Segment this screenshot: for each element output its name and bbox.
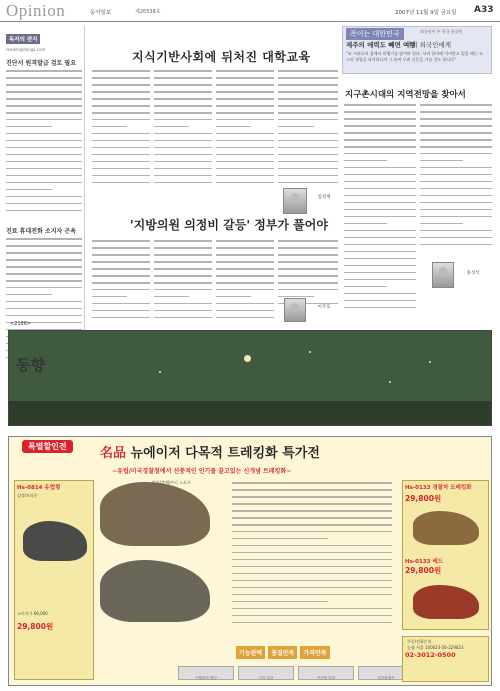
badge-quality: 품질만족: [268, 646, 297, 659]
text-line: [92, 289, 150, 291]
text-line: [216, 254, 274, 256]
text-line: [420, 111, 492, 113]
text-line: [92, 70, 150, 72]
text-line: [154, 105, 212, 107]
text-line: [216, 303, 274, 305]
text-line: [232, 482, 392, 484]
text-line: [232, 587, 392, 589]
text-line: [278, 154, 338, 156]
text-line: [154, 84, 212, 86]
text-line: [154, 254, 212, 256]
text-line: [154, 126, 189, 128]
text-line: [6, 315, 82, 317]
text-line: [6, 140, 82, 142]
text-line: [92, 119, 150, 121]
shoe-image: [413, 511, 479, 545]
text-line: [420, 132, 492, 134]
text-line: [154, 119, 212, 121]
text-line: [344, 125, 416, 127]
text-line: [420, 195, 492, 197]
text-line: [278, 84, 338, 86]
text-line: [6, 280, 82, 282]
cartoon-title: 동향: [16, 356, 45, 374]
text-line: [216, 261, 274, 263]
text-line: [232, 580, 392, 582]
text-line: [92, 261, 150, 263]
text-line: [92, 275, 150, 277]
text-line: [344, 307, 416, 309]
author-name-3: 홍성석: [466, 271, 480, 276]
text-line: [420, 230, 492, 232]
right-model-2: Hs-0133 레드: [405, 559, 444, 565]
text-line: [6, 98, 82, 100]
text-line: [216, 275, 274, 277]
text-line: [278, 168, 338, 170]
ad-badges: [236, 646, 330, 659]
text-line: [278, 268, 338, 270]
text-line: [232, 594, 392, 596]
text-line: [344, 111, 416, 113]
text-line: [6, 287, 82, 289]
text-line: [154, 182, 212, 184]
text-line: [344, 104, 416, 106]
text-line: [6, 294, 52, 296]
text-line: [278, 91, 338, 93]
text-line: [278, 254, 338, 256]
text-line: [232, 615, 392, 617]
left-model-name: Hs-0814 유럽형: [17, 485, 61, 491]
author-photo-2: [284, 298, 306, 322]
text-line: [232, 489, 392, 491]
text-line: [6, 161, 82, 163]
text-line: [92, 268, 150, 270]
text-line: [344, 300, 416, 302]
text-line: [92, 282, 150, 284]
text-line: [216, 289, 274, 291]
text-line: [216, 119, 274, 121]
text-line: [6, 259, 82, 261]
text-line: [216, 310, 274, 312]
text-line: [344, 251, 416, 253]
text-line: [344, 153, 416, 155]
badge-function: 기능완벽: [236, 646, 265, 659]
text-line: [420, 237, 492, 239]
text-line: [6, 91, 82, 93]
text-line: [154, 275, 212, 277]
reader-letters-tag: 독자의 편지: [6, 34, 40, 44]
text-line: [216, 247, 274, 249]
text-line: [6, 77, 82, 79]
text-line: [154, 240, 212, 242]
right-price-2: 29,800원: [405, 566, 442, 575]
text-line: [232, 538, 328, 540]
text-line: [278, 275, 338, 277]
text-line: [6, 70, 82, 72]
text-line: [232, 517, 392, 519]
text-line: [344, 202, 416, 204]
ad-left-panel: [14, 480, 94, 680]
badge-price: 가격만족: [300, 646, 329, 659]
text-line: [92, 77, 150, 79]
left-price: 29,800원: [17, 622, 54, 631]
reader-letters-column: [6, 26, 85, 382]
text-line: [216, 296, 251, 298]
article-col-4: [278, 70, 338, 190]
text-line: [344, 286, 387, 288]
text-line: [344, 272, 416, 274]
text-line: [154, 147, 212, 149]
text-line: [216, 126, 251, 128]
text-line: [216, 182, 274, 184]
text-line: [6, 112, 82, 114]
text-line: [154, 303, 212, 305]
text-line: [344, 132, 416, 134]
text-line: [92, 240, 150, 242]
text-line: [92, 247, 150, 249]
text-line: [420, 153, 492, 155]
text-line: [6, 126, 52, 128]
text-line: [278, 175, 338, 177]
letter-title-1: 진단서 원격발급 검토 필요: [6, 60, 77, 67]
text-line: [232, 559, 392, 561]
article-col-3: [216, 70, 274, 190]
feature-lead: "조 서귀포의 집에서 비행기를 탔어야 한다. 서귀 한라에 이어받고 있을 때는 코스의 정월을 낙서하니까 그 유여 무려 신문을 기를 것도 합니다": [346, 51, 483, 62]
page-number: A33: [474, 5, 494, 15]
column-col-1: [344, 104, 416, 314]
ad-title-text: 뉴에이저 다목적 트레킹화 특가전: [126, 446, 320, 461]
text-line: [154, 175, 212, 177]
shoe-image: [413, 585, 479, 619]
text-line: [6, 252, 82, 254]
text-line: [92, 310, 150, 312]
text-line: [420, 216, 492, 218]
text-line: [154, 77, 212, 79]
text-line: [154, 161, 212, 163]
text-line: [216, 317, 274, 319]
text-line: [216, 98, 274, 100]
text-line: [6, 273, 82, 275]
feature-tag: 폭이는 대한민국: [346, 28, 404, 40]
text-line: [6, 147, 82, 149]
text-line: [216, 133, 274, 135]
text-line: [278, 261, 338, 263]
text-line: [420, 146, 492, 148]
text-line: [344, 139, 416, 141]
text-line: [92, 84, 150, 86]
right-model-1: Hs-0133 경찰차 트레킹화: [405, 485, 472, 491]
text-line: [216, 282, 274, 284]
text-line: [216, 105, 274, 107]
text-line: [420, 160, 463, 162]
text-line: [232, 503, 392, 505]
text-line: [420, 188, 492, 190]
text-line: [6, 119, 82, 121]
text-line: [278, 289, 338, 291]
article-col-1: [92, 70, 150, 190]
text-line: [6, 196, 82, 198]
text-line: [216, 77, 274, 79]
issue-number: 제26538호: [135, 9, 161, 15]
ad-color-label: 알마/블랙/카키 스포츠: [152, 480, 191, 485]
text-line: [154, 112, 212, 114]
text-line: [216, 240, 274, 242]
text-line: [92, 126, 127, 128]
text-line: [6, 266, 82, 268]
text-line: [344, 230, 416, 232]
cartoon-ground: [9, 401, 491, 426]
text-line: [232, 531, 392, 533]
text-line: [92, 317, 150, 319]
text-line: [216, 140, 274, 142]
ad-right-panel: [402, 480, 489, 630]
text-line: [278, 247, 338, 249]
text-line: [216, 147, 274, 149]
text-line: [420, 223, 463, 225]
text-line: [216, 91, 274, 93]
cartoon-number: <2186>: [10, 321, 32, 327]
text-line: [278, 126, 314, 128]
feature-question-rest: 여려 외국인에게: [405, 41, 452, 49]
text-line: [232, 601, 328, 603]
text-line: [154, 133, 212, 135]
right-price-1: 29,800원: [405, 494, 442, 503]
text-line: [6, 133, 82, 135]
sub-article-title: '지방의원 의정비 갈등' 정부가 풀어야: [130, 218, 328, 232]
text-line: [278, 240, 338, 242]
text-line: [154, 247, 212, 249]
text-line: [216, 161, 274, 163]
ad-title: [100, 442, 320, 461]
text-line: [344, 181, 416, 183]
ad-special-badge: 특별할인전: [22, 440, 73, 453]
text-line: [344, 237, 416, 239]
text-line: [92, 147, 150, 149]
text-line: [278, 282, 338, 284]
issue-date: 2007년 11월 9일 금요일: [395, 10, 457, 16]
text-line: [154, 154, 212, 156]
article-col-2: [154, 70, 212, 190]
column-title: 지구촌시대의 지역전망을 찾아서: [345, 90, 466, 100]
text-line: [6, 245, 82, 247]
text-line: [420, 181, 492, 183]
text-line: [232, 566, 392, 568]
text-line: [92, 303, 150, 305]
star-icon: [429, 361, 431, 363]
text-line: [232, 510, 392, 512]
text-line: [420, 118, 492, 120]
text-line: [216, 70, 274, 72]
thumb-2: 가죽 마감: [238, 666, 294, 680]
text-line: [344, 258, 416, 260]
cartoon-signature: 황 중 현: [38, 418, 54, 423]
text-line: [344, 195, 416, 197]
order-label: 주문/전화문의: [407, 639, 432, 644]
text-line: [92, 98, 150, 100]
text-line: [154, 317, 212, 319]
text-line: [344, 174, 416, 176]
bank-account: 농협 서울 100023-56-229623: [407, 645, 464, 650]
text-line: [6, 189, 52, 191]
text-line: [92, 112, 150, 114]
text-line: [6, 84, 82, 86]
text-line: [232, 622, 392, 624]
reader-email[interactable]: reader@donga.com: [6, 47, 46, 52]
feature-question: 제주의 매력도 빼면 여행: [346, 41, 416, 49]
text-line: [344, 265, 416, 267]
text-line: [154, 140, 212, 142]
text-line: [278, 161, 338, 163]
text-line: [92, 254, 150, 256]
text-line: [344, 209, 416, 211]
text-line: [344, 216, 416, 218]
text-line: [154, 310, 212, 312]
author-name-2: 이주호: [317, 305, 331, 310]
text-line: [278, 70, 338, 72]
moon-icon: [244, 355, 251, 362]
text-line: [92, 105, 150, 107]
ad-order-box[interactable]: [402, 636, 489, 682]
text-line: [420, 167, 492, 169]
text-line: [344, 160, 387, 162]
text-line: [278, 112, 338, 114]
text-line: [6, 105, 82, 107]
text-line: [278, 140, 338, 142]
sub-col-2: [154, 240, 212, 325]
text-line: [154, 296, 189, 298]
text-line: [92, 168, 150, 170]
text-line: [154, 70, 212, 72]
page-header: [0, 0, 500, 22]
star-icon: [309, 351, 311, 353]
text-line: [6, 301, 82, 303]
text-line: [420, 209, 492, 211]
text-line: [6, 203, 82, 205]
text-line: [154, 261, 212, 263]
paper-name: 동아일보: [90, 10, 112, 16]
text-line: [420, 139, 492, 141]
main-article-title: 지식기반사회에 뒤처진 대학교육: [132, 50, 311, 64]
column-col-2: [420, 104, 492, 254]
text-line: [216, 154, 274, 156]
ad-tagline: ~유럽/미국경찰청에서 선풍적인 인기를 끌고있는 신개념 트레킹화~: [112, 468, 292, 475]
text-line: [420, 125, 492, 127]
text-line: [92, 154, 150, 156]
text-line: [216, 168, 274, 170]
text-line: [232, 496, 392, 498]
ad-thumbnails: [178, 666, 414, 680]
text-line: [216, 175, 274, 177]
text-line: [232, 608, 392, 610]
sub-col-1: [92, 240, 150, 325]
letter-body-1: [6, 70, 82, 220]
text-line: [154, 98, 212, 100]
text-line: [420, 244, 492, 246]
star-icon: [389, 381, 391, 383]
text-line: [154, 168, 212, 170]
text-line: [278, 105, 338, 107]
text-line: [92, 296, 127, 298]
section-title: Opinion: [6, 1, 66, 20]
text-line: [216, 112, 274, 114]
text-line: [6, 238, 82, 240]
text-line: [278, 98, 338, 100]
text-line: [6, 210, 82, 212]
text-line: [278, 133, 338, 135]
text-line: [232, 545, 392, 547]
text-line: [344, 293, 416, 295]
sub-col-3: [216, 240, 274, 325]
shoe-image: [23, 521, 87, 561]
text-line: [6, 168, 82, 170]
text-line: [344, 167, 416, 169]
feature-tag-sub: 외국인이 본 한국 한국인: [420, 29, 463, 34]
text-line: [232, 573, 392, 575]
thumb-3: 쿠션형 밑창: [298, 666, 354, 680]
text-line: [420, 174, 492, 176]
text-line: [92, 133, 150, 135]
ad-description: [232, 482, 392, 632]
text-line: [154, 91, 212, 93]
text-line: [420, 104, 492, 106]
left-model-color: 검정/브라운: [17, 493, 38, 498]
text-line: [278, 77, 338, 79]
text-line: [92, 175, 150, 177]
text-line: [6, 154, 82, 156]
text-line: [344, 146, 416, 148]
text-line: [216, 268, 274, 270]
text-line: [154, 289, 212, 291]
text-line: [92, 140, 150, 142]
text-line: [344, 223, 387, 225]
text-line: [6, 308, 82, 310]
text-line: [344, 244, 416, 246]
author-photo-1: [283, 188, 307, 214]
author-name-1: 임찬제: [317, 195, 331, 200]
left-price-label: 소비자가 69,000: [17, 611, 48, 616]
text-line: [216, 84, 274, 86]
text-line: [278, 147, 338, 149]
star-icon: [159, 371, 161, 373]
author-photo-3: [432, 262, 454, 288]
text-line: [92, 182, 150, 184]
thumb-1: 이탈리아 밴딩: [178, 666, 234, 680]
text-line: [278, 119, 338, 121]
text-line: [278, 182, 338, 184]
text-line: [154, 268, 212, 270]
text-line: [344, 188, 416, 190]
text-line: [344, 279, 416, 281]
text-line: [92, 161, 150, 163]
order-phone[interactable]: 02-3012-0500: [405, 651, 456, 659]
thumb-4: 미끄럼방지: [358, 666, 414, 680]
text-line: [154, 282, 212, 284]
text-line: [6, 175, 82, 177]
ad-brand: 名品: [100, 446, 127, 461]
text-line: [420, 202, 492, 204]
editorial-cartoon: [8, 330, 492, 426]
text-line: [344, 118, 416, 120]
text-line: [92, 91, 150, 93]
text-line: [232, 524, 392, 526]
text-line: [232, 552, 392, 554]
letter-title-2: 진료 휴대전화 소지자 곤욕: [6, 228, 77, 235]
text-line: [6, 182, 82, 184]
